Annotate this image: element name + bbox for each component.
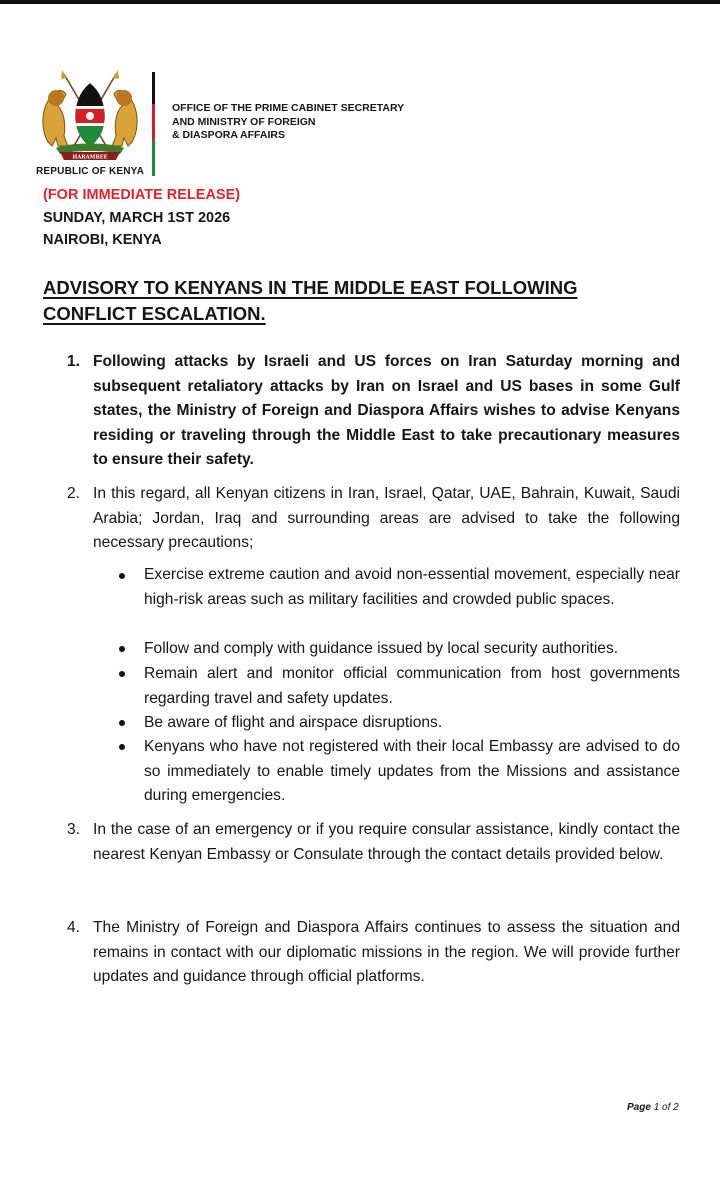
- page-number: 1 of 2: [653, 1102, 679, 1113]
- precaution-item: Kenyans who have not registered with their local Embassy are advised to do so immediately to enable timely updates from the Missions and assistance during emergencies.: [144, 738, 680, 805]
- office-line: AND MINISTRY OF FOREIGN: [172, 115, 316, 128]
- office-line: OFFICE OF THE PRIME CABINET SECRETARY: [172, 102, 405, 114]
- point-text: Following attacks by Israeli and US forces on Iran Saturday morning and subsequent retaliatory attacks by Iran on Israel and US bases in some Gulf states, the Ministry of Foreign and Diaspora Affairs wishes to advise Kenyans residing or traveling through the Middle East to take precautionary measures to ensure their safety.: [93, 353, 680, 469]
- page-label: Page: [627, 1102, 651, 1113]
- advisory-title: ADVISORY TO KENYANS IN THE MIDDLE EAST FOLLOWING CONFLICT ESCALATION.: [43, 277, 578, 324]
- kenya-coat-of-arms-emblem: [34, 68, 146, 164]
- point-number: 3.: [67, 821, 81, 838]
- divider-black: [152, 72, 155, 104]
- page-indicator: [627, 1102, 679, 1113]
- precaution-item: Follow and comply with guidance issued by local security authorities.: [144, 640, 619, 657]
- release-date: SUNDAY, MARCH 1ST 2026: [43, 210, 231, 226]
- precaution-item: Be aware of flight and airspace disruptions.: [144, 714, 443, 731]
- immediate-release-label: (FOR IMMEDIATE RELEASE): [43, 187, 241, 203]
- motto-text: HARAMBEE: [72, 154, 108, 161]
- point-number: 4.: [67, 919, 81, 936]
- point-text: The Ministry of Foreign and Diaspora Affairs continues to assess the situation and remains in contact with our diplomatic missions in the region. We will provide further updates and guidance through official platforms.: [93, 919, 680, 986]
- precaution-item: Exercise extreme caution and avoid non-essential movement, especially near high-risk areas such as military facilities and crowded public spaces.: [144, 566, 680, 608]
- point-number: 2.: [67, 485, 81, 502]
- top-edge-bar: [0, 0, 720, 4]
- precaution-item: Remain alert and monitor official communication from host governments regarding travel and safety updates.: [144, 665, 680, 707]
- bullet-dot: [119, 744, 125, 750]
- divider-green: [152, 140, 155, 176]
- point-text: In the case of an emergency or if you require consular assistance, kindly contact the nearest Kenyan Embassy or Consulate through the contact details provided below.: [93, 821, 680, 863]
- release-place: NAIROBI, KENYA: [43, 232, 162, 248]
- bullet-dot: [119, 646, 125, 652]
- divider-red: [152, 104, 155, 140]
- office-title: [172, 102, 404, 143]
- bullet-dot: [119, 671, 125, 677]
- point-number: 1.: [67, 353, 81, 370]
- bullet-dot: [119, 573, 125, 579]
- bullet-dot: [119, 720, 125, 726]
- republic-of-kenya-label: REPUBLIC OF KENYA: [36, 166, 145, 177]
- office-line: & DIASPORA AFFAIRS: [172, 129, 285, 141]
- point-text: In this regard, all Kenyan citizens in Iran, Israel, Qatar, UAE, Bahrain, Kuwait, Saudi Arabia; Jordan, Iraq and surrounding areas are advised to take the following necessary precautions;: [93, 485, 680, 552]
